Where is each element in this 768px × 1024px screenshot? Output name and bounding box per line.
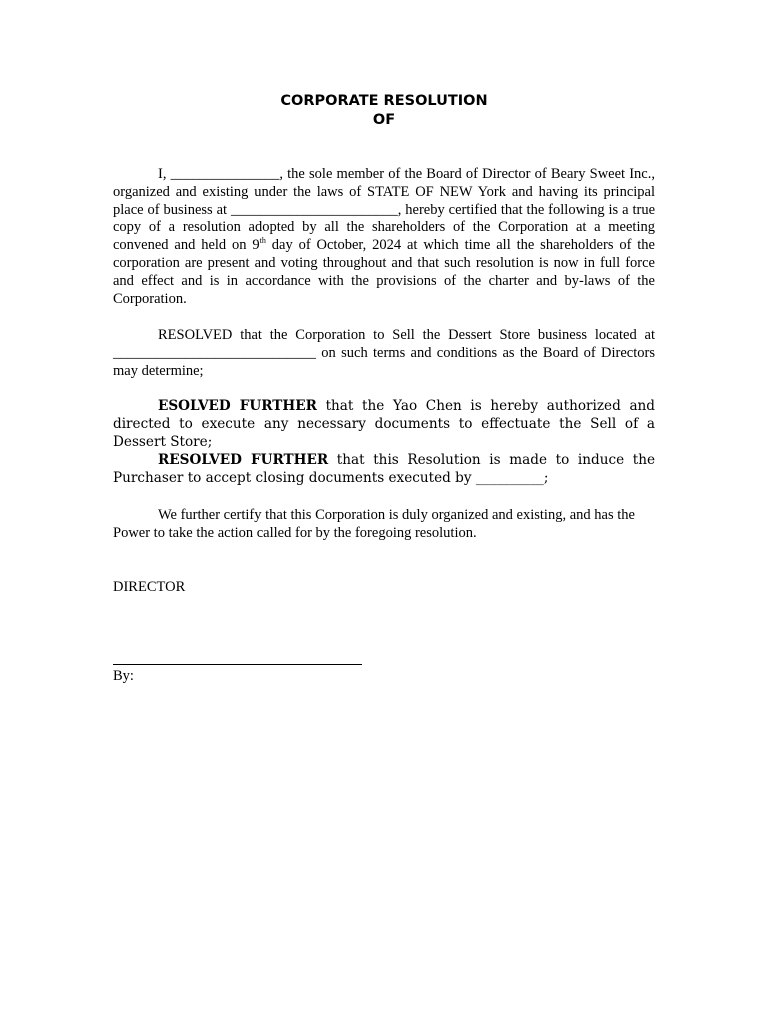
resolved-paragraph: RESOLVED that the Corporation to Sell the Dessert Store business located at ____________________________ on such terms and conditions as the Board of Directors may determine;	[113, 327, 655, 379]
intro-text-after: day of October, 2024 at which time all the shareholders of the corporation are present and voting throughout and that such resolution is now in full force and effect and is in accordance with the provisions of the charter and by-laws of the Corporation.	[113, 237, 655, 307]
by-label: By:	[113, 668, 134, 684]
resolved-further-heading-1: ESOLVED FURTHER	[158, 398, 317, 414]
intro-paragraph	[113, 166, 655, 308]
document-title: CORPORATE RESOLUTION	[280, 93, 488, 109]
resolved-further-paragraph-2	[113, 452, 655, 488]
resolved-further-text-1: that the Yao Chen is hereby authorized and directed to execute any necessary documents to effectuate the Sell of a Dessert Store;	[113, 398, 656, 450]
resolved-further-heading-2: RESOLVED FURTHER	[158, 452, 329, 468]
director-label: DIRECTOR	[113, 579, 186, 595]
document-title-of: OF	[372, 112, 396, 128]
ordinal-suffix: th	[259, 236, 266, 246]
intro-text-before: I, _______________, the sole member of the Board of Director of Beary Sweet Inc., organized and existing under the laws of STATE OF NEW York and having its principal place of business at _______________________, hereby certified that the following is a true copy of a resolution adopted by all the shareholders of the Corporation at a meeting convened and held on 9	[113, 166, 655, 254]
certification-paragraph: We further certify that this Corporation is duly organized and existing, and has the Power to take the action called for by the foregoing resolution.	[113, 507, 635, 541]
resolved-further-paragraph-1	[113, 398, 655, 451]
signature-line	[113, 664, 362, 665]
resolved-further-text-2: that this Resolution is made to induce the Purchaser to accept closing documents executed by __________;	[113, 452, 655, 486]
